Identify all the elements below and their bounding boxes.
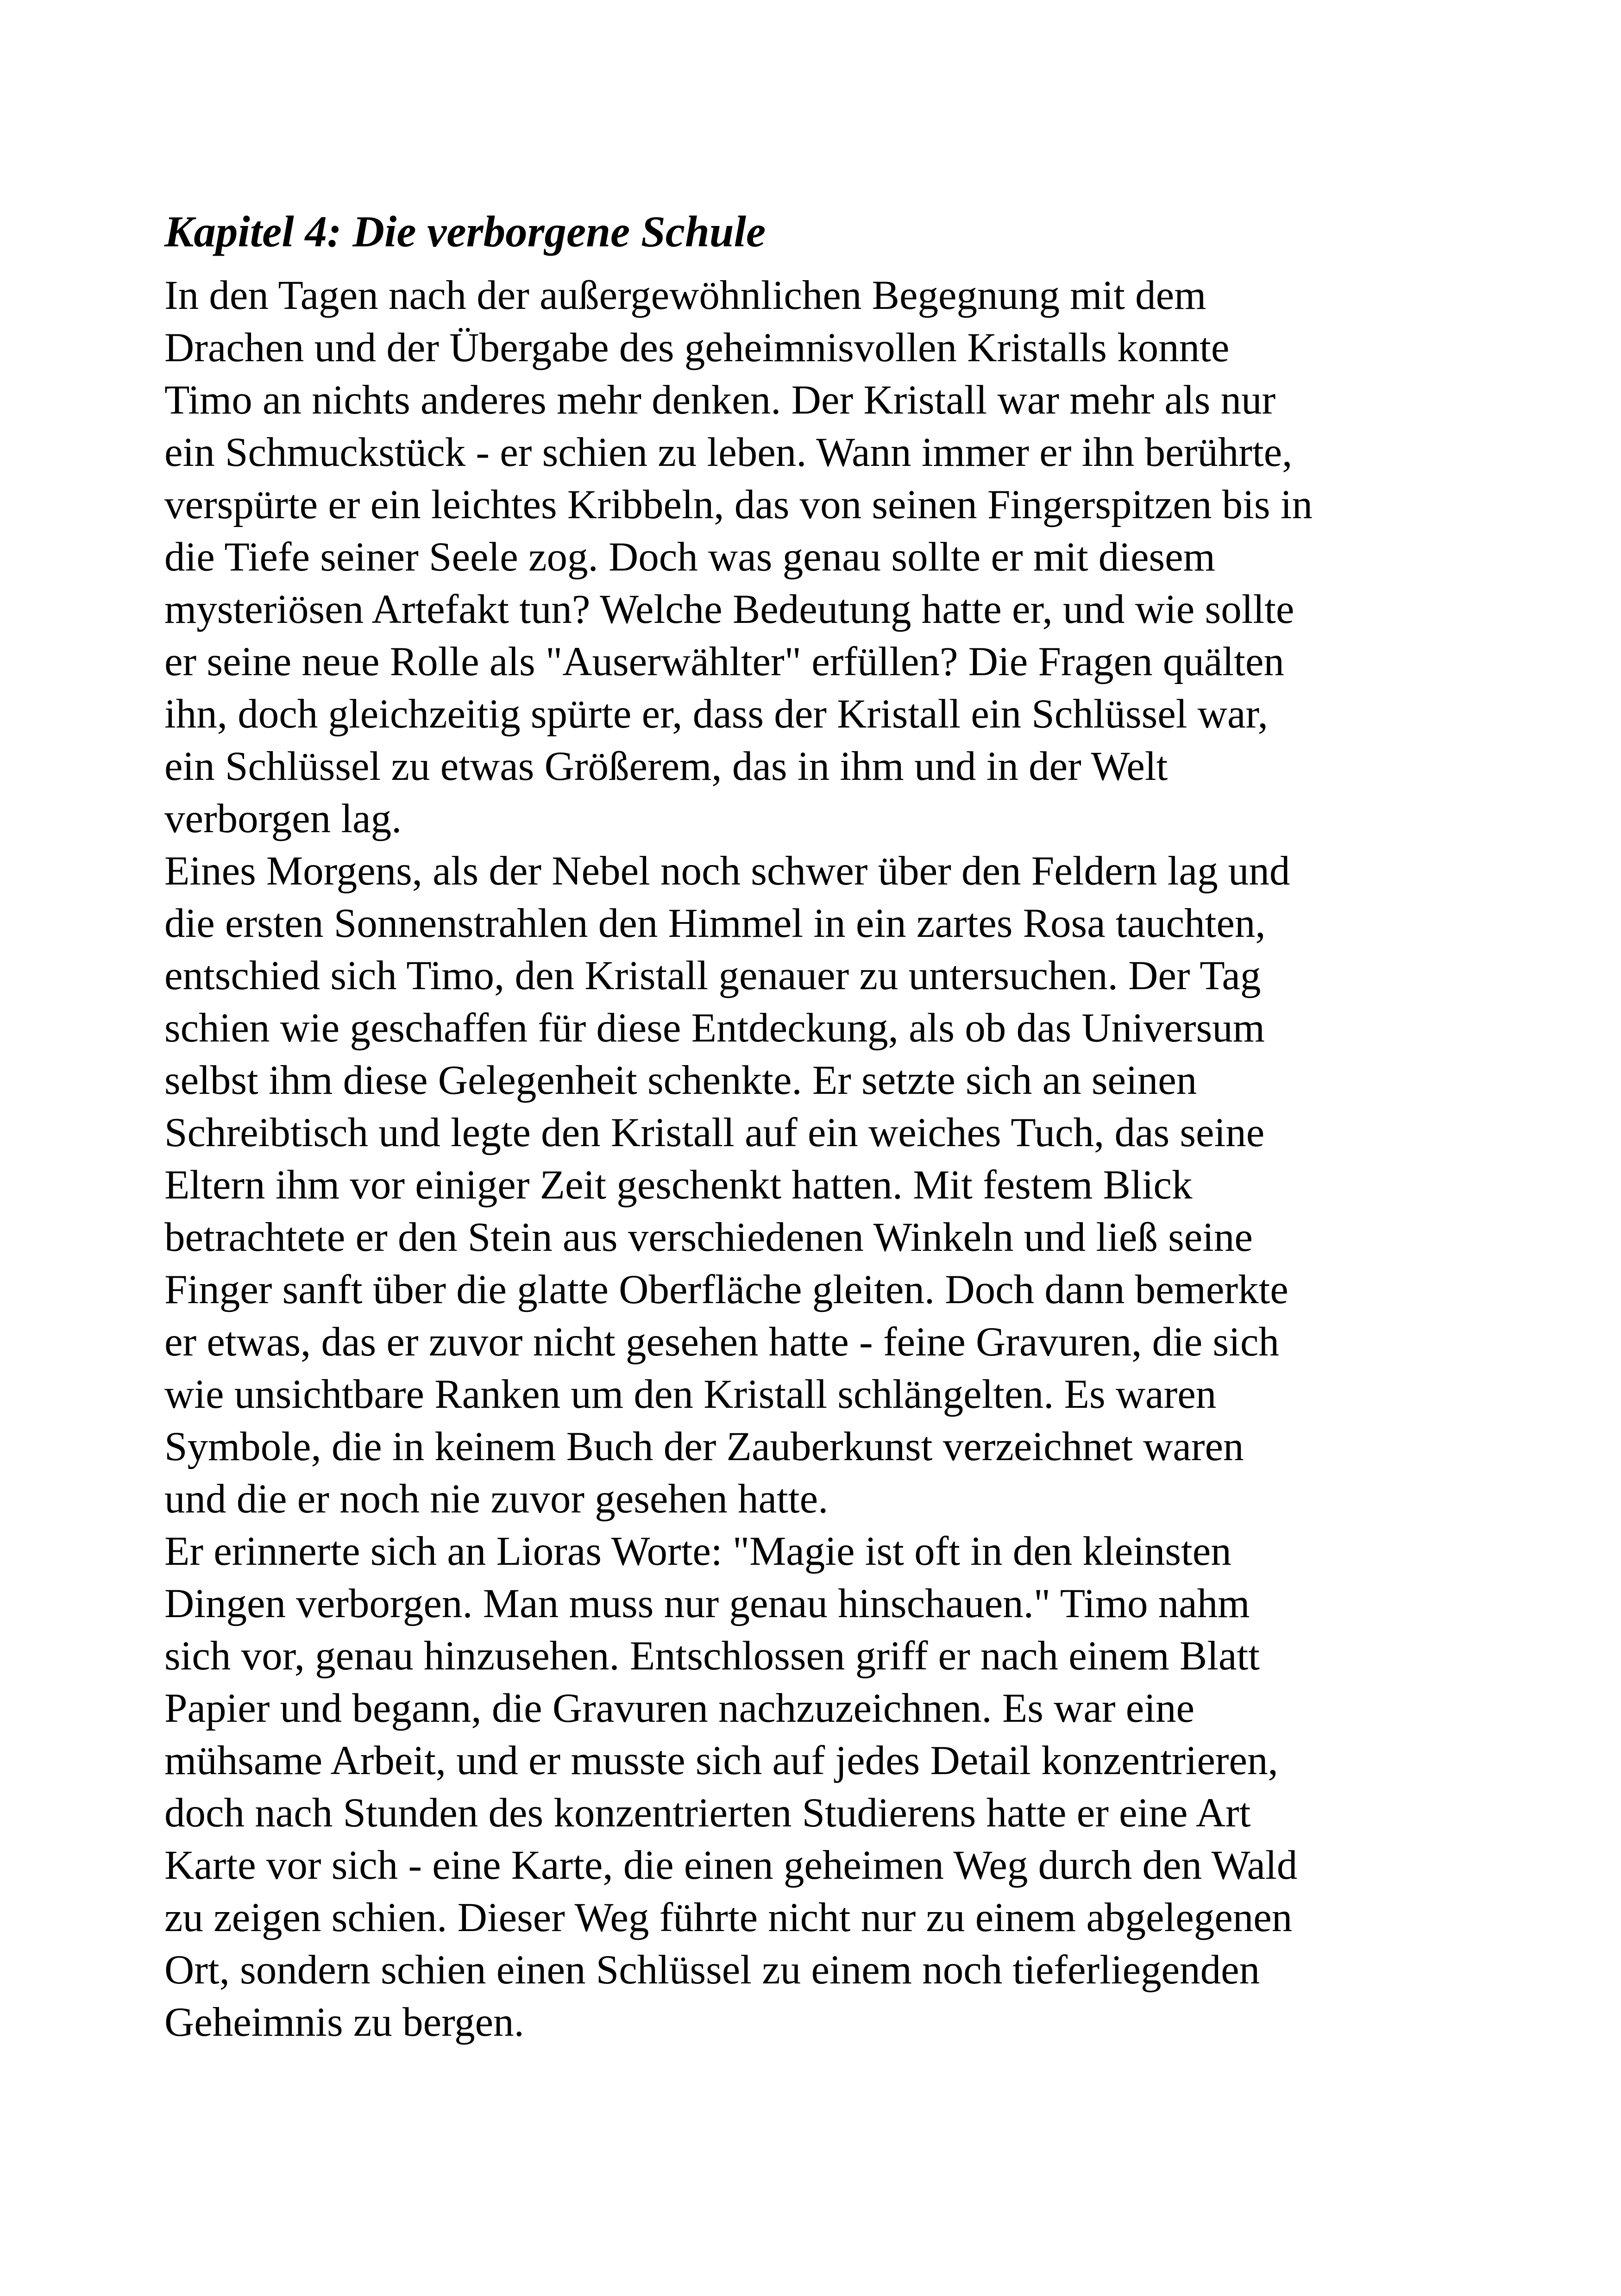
text-line: Geheimnis zu bergen. <box>164 2000 524 2045</box>
text-line: er seine neue Rolle als "Auserwählter" erfüllen? Die Fragen quälten <box>164 639 1284 684</box>
text-line: Schreibtisch und legte den Kristall auf ein weiches Tuch, das seine <box>164 1110 1265 1155</box>
text-line: mühsame Arbeit, und er musste sich auf jedes Detail konzentrieren, <box>164 1738 1278 1783</box>
text-line: mysteriösen Artefakt tun? Welche Bedeutung hatte er, und wie sollte <box>164 587 1294 632</box>
paragraph <box>164 845 1489 1525</box>
text-line: wie unsichtbare Ranken um den Kristall schlängelten. Es waren <box>164 1372 1217 1417</box>
text-line: doch nach Stunden des konzentrierten Studierens hatte er eine Art <box>164 1790 1251 1836</box>
text-line: Eltern ihm vor einiger Zeit geschenkt hatten. Mit festem Blick <box>164 1162 1193 1208</box>
text-line: ein Schmuckstück - er schien zu leben. Wann immer er ihn berührte, <box>164 430 1293 475</box>
text-line: sich vor, genau hinzusehen. Entschlossen griff er nach einem Blatt <box>164 1633 1260 1679</box>
text-line: betrachtete er den Stein aus verschiedenen Winkeln und ließ seine <box>164 1215 1253 1260</box>
text-line: die Tiefe seiner Seele zog. Doch was genau sollte er mit diesem <box>164 534 1215 580</box>
text-line: und die er noch nie zuvor gesehen hatte. <box>164 1476 829 1522</box>
text-line: schien wie geschaffen für diese Entdeckung, als ob das Universum <box>164 1005 1265 1051</box>
text-line: Er erinnerte sich an Lioras Worte: "Magie ist oft in den kleinsten <box>164 1529 1231 1574</box>
text-line: Drachen und der Übergabe des geheimnisvollen Kristalls konnte <box>164 325 1230 370</box>
text-line: zu zeigen schien. Dieser Weg führte nicht nur zu einem abgelegenen <box>164 1895 1293 1940</box>
text-line: Timo an nichts anderes mehr denken. Der Kristall war mehr als nur <box>164 377 1276 423</box>
text-line: Papier und begann, die Gravuren nachzuzeichnen. Es war eine <box>164 1686 1195 1731</box>
text-line: Eines Morgens, als der Nebel noch schwer über den Feldern lag und <box>164 848 1290 894</box>
text-line: Dingen verborgen. Man muss nur genau hinschauen." Timo nahm <box>164 1581 1250 1626</box>
text-line: ihn, doch gleichzeitig spürte er, dass der Kristall ein Schlüssel war, <box>164 691 1268 737</box>
text-line: Finger sanft über die glatte Oberfläche gleiten. Doch dann bemerkte <box>164 1267 1288 1312</box>
chapter-title: Kapitel 4: Die verborgene Schule <box>164 207 766 256</box>
text-line: die ersten Sonnenstrahlen den Himmel in ein zartes Rosa tauchten, <box>164 901 1266 946</box>
text-line: verborgen lag. <box>164 796 402 841</box>
text-line: ein Schlüssel zu etwas Größerem, das in ihm und in der Welt <box>164 744 1168 789</box>
text-line: entschied sich Timo, den Kristall genauer zu untersuchen. Der Tag <box>164 953 1261 998</box>
text-line: selbst ihm diese Gelegenheit schenkte. Er setzte sich an seinen <box>164 1058 1197 1103</box>
paragraph <box>164 1525 1489 2049</box>
text-line: Ort, sondern schien einen Schlüssel zu einem noch tieferliegenden <box>164 1947 1260 1993</box>
text-line: er etwas, das er zuvor nicht gesehen hatte - feine Gravuren, die sich <box>164 1319 1279 1365</box>
text-line: Symbole, die in keinem Buch der Zauberkunst verzeichnet waren <box>164 1424 1244 1469</box>
document-page <box>164 204 1489 2049</box>
text-line: verspürte er ein leichtes Kribbeln, das von seinen Fingerspitzen bis in <box>164 482 1313 527</box>
paragraph <box>164 270 1489 845</box>
text-line: Karte vor sich - eine Karte, die einen geheimen Weg durch den Wald <box>164 1843 1298 1888</box>
text-line: In den Tagen nach der außergewöhnlichen Begegnung mit dem <box>164 273 1206 318</box>
